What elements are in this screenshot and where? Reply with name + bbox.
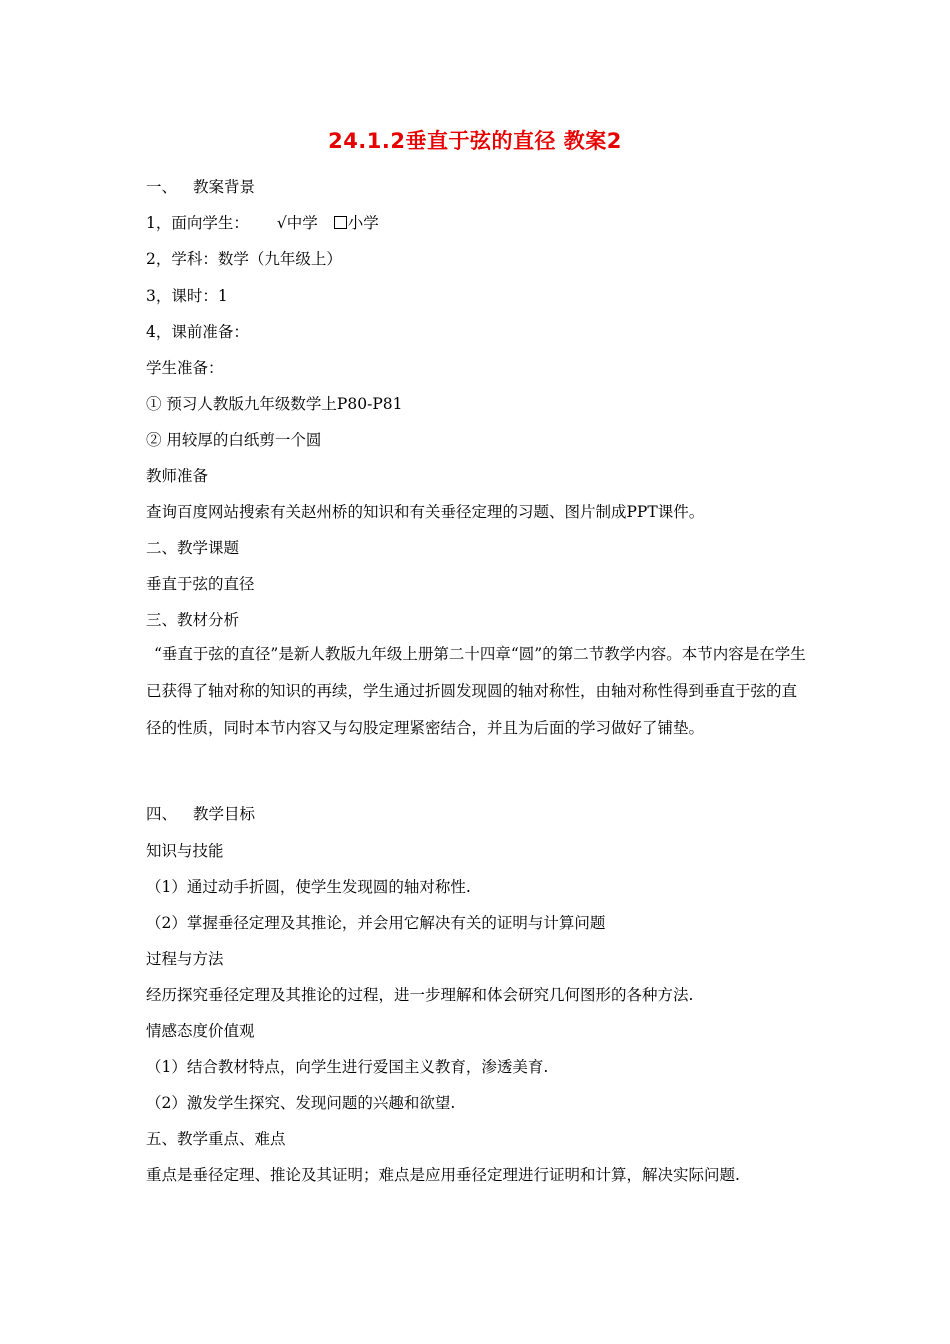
option-primary-school: 小学 [347,214,379,232]
student-prep-item-2: ② 用较厚的白纸剪一个圆 [146,431,322,449]
emotion-item-1: （1）结合教材特点，向学生进行爱国主义教育，渗透美育. [146,1058,549,1076]
knowledge-heading: 知识与技能 [146,842,224,860]
section-2-text: 垂直于弦的直径 [146,575,255,593]
subject-line: 2，学科：数学（九年级上） [146,250,342,268]
section-title: 教学目标 [193,805,256,823]
section-5-heading: 五、教学重点、难点 [146,1130,286,1148]
section-3-heading: 三、教材分析 [146,611,240,629]
section-4-heading [146,804,255,824]
preparation-line: 4，课前准备： [146,323,249,341]
option-middle-school: √中学 [276,214,318,232]
section-title: 教案背景 [193,178,256,196]
section-number: 四、 [146,805,178,823]
emotion-heading: 情感态度价值观 [146,1022,255,1040]
target-students-line [146,213,379,233]
knowledge-item-1: （1）通过动手折圆，使学生发现圆的轴对称性. [146,878,471,896]
student-prep-heading: 学生准备： [146,359,224,377]
knowledge-item-2: （2）掌握垂径定理及其推论，并会用它解决有关的证明与计算问题 [146,914,606,932]
student-prep-item-1: ① 预习人教版九年级数学上P80-P81 [146,395,403,413]
class-hours-line: 3，课时：1 [146,287,228,305]
emotion-item-2: （2）激发学生探究、发现问题的兴趣和欲望. [146,1094,456,1112]
process-heading: 过程与方法 [146,950,224,968]
section-number: 一、 [146,178,178,196]
teacher-prep-heading: 教师准备 [146,467,209,485]
checkbox-icon [334,216,347,229]
teacher-prep-text: 查询百度网站搜索有关赵州桥的知识和有关垂径定理的习题、图片制成PPT课件。 [146,503,705,521]
target-label: 1，面向学生： [146,214,249,232]
page-title: 24.1.2垂直于弦的直径 教案2 [328,129,622,153]
section-5-text: 重点是垂径定理、推论及其证明；难点是应用垂径定理进行证明和计算，解决实际问题. [146,1166,740,1184]
section-1-heading [146,177,255,197]
process-text: 经历探究垂径定理及其推论的过程，进一步理解和体会研究几何图形的各种方法. [146,986,694,1004]
section-2-heading: 二、教学课题 [146,539,240,557]
section-3-paragraph: “垂直于弦的直径”是新人教版九年级上册第二十四章“圆”的第二节教学内容。本节内容是在学生已获得了轴对称的知识的再续，学生通过折圆发现圆的轴对称性，由轴对称性得到垂直于弦的直径的性质，同时本节内容又与勾股定理紧密结合，并且为后面的学习做好了铺垫。 [146,645,806,737]
